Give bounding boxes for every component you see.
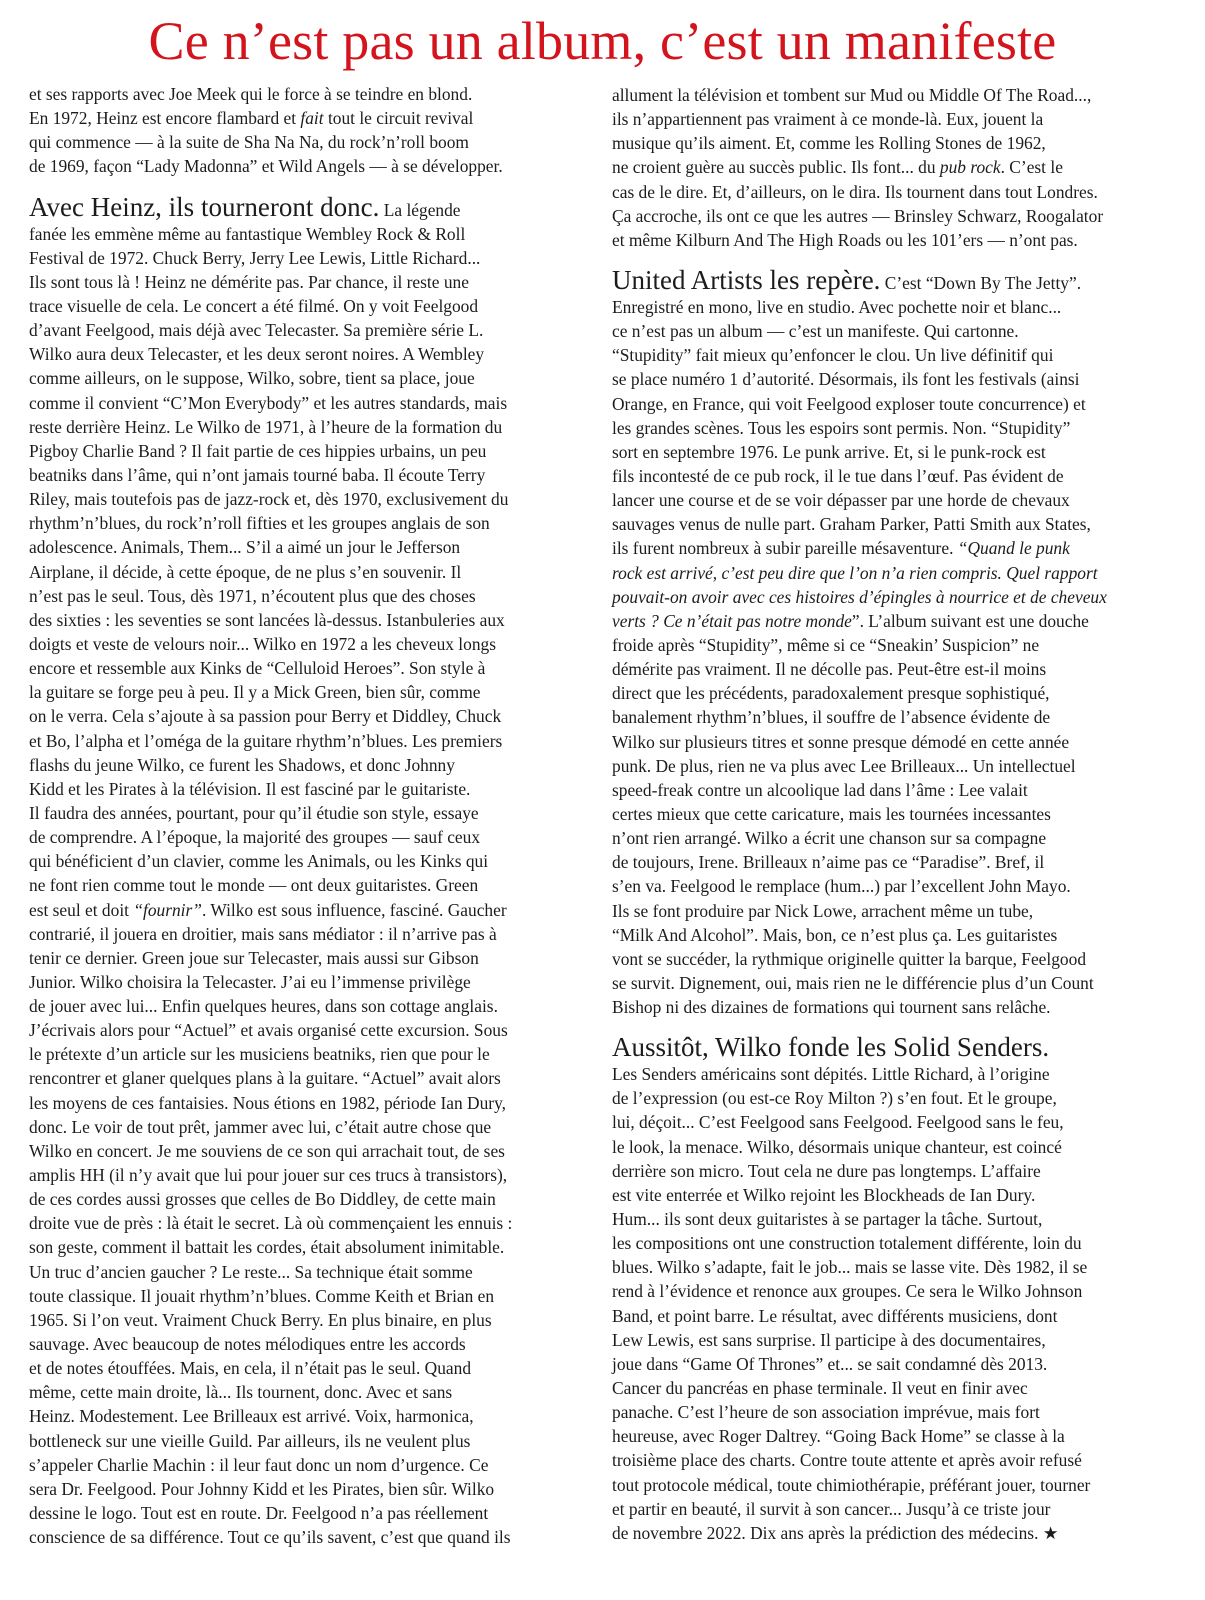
text-line: adolescence. Animals, Them... S’il a aimé un jour le Jefferson: [29, 537, 461, 558]
text-line: blues. Wilko s’adapte, fait le job... mais se lasse vite. Dès 1982, il se: [612, 1257, 1088, 1278]
text-line: banalement rhythm’n’blues, il souffre de l’absence évidente de: [612, 707, 1051, 728]
text-line: Riley, mais toutefois pas de jazz-rock et, dès 1970, exclusivement du: [29, 489, 509, 510]
text-line: Cancer du pancréas en phase terminale. Il veut en finir avec: [612, 1378, 1028, 1399]
left-column: [29, 82, 585, 1549]
section-solid-senders: [612, 1032, 1178, 1545]
text-line: de jouer avec lui... Enfin quelques heures, dans son cottage anglais.: [29, 996, 498, 1017]
text-line: qui bénéficient d’un clavier, comme les Animals, ou les Kinks qui: [29, 851, 489, 872]
text-line: lui, déçoit... C’est Feelgood sans Feelgood. Feelgood sans le feu,: [612, 1112, 1064, 1133]
text-line: ils furent nombreux à subir pareille mésaventure. “Quand le punk: [612, 538, 1070, 559]
text-line: ne font rien comme tout le monde — ont deux guitaristes. Green: [29, 875, 479, 896]
section-heading-line: [612, 265, 1178, 295]
text-line: des sixties : les seventies se sont lancées là-dessus. Istanbuleries aux: [29, 609, 505, 630]
text-line: de 1969, façon “Lady Madonna” et Wild Angels — à se développer.: [29, 156, 503, 177]
text-line: s’en va. Feelgood le remplace (hum...) par l’excellent John Mayo.: [612, 876, 1071, 897]
text-line: “Milk And Alcohol”. Mais, bon, ce n’est plus ça. Les guitaristes: [612, 924, 1058, 945]
text-line: rock est arrivé, c’est peu dire que l’on n’a rien compris. Quel rapport: [612, 562, 1098, 583]
text-line: sort en septembre 1976. Le punk arrive. Et, si le punk-rock est: [612, 441, 1046, 462]
text-line: toute classique. Il jouait rhythm’n’blues. Comme Keith et Brian en: [29, 1285, 495, 1306]
text-line: et de notes étouffées. Mais, en cela, il n’était pas le seul. Quand: [29, 1358, 472, 1379]
text-line: Airplane, il décide, à cette époque, de ne plus s’en souvenir. Il: [29, 561, 462, 582]
section-heading-line: [29, 192, 585, 222]
text-line: sauvages venus de nulle part. Graham Parker, Patti Smith aux States,: [612, 514, 1091, 535]
section-body: [612, 1062, 1178, 1545]
text-line: Pigboy Charlie Band ? Il fait partie de ces hippies urbains, un peu: [29, 440, 487, 461]
text-line: amplis HH (il n’y avait que lui pour jouer sur ces trucs à transistors),: [29, 1165, 508, 1186]
text-line: punk. De plus, rien ne va plus avec Lee Brilleaux... Un intellectuel: [612, 755, 1076, 776]
text-line: même, cette main droite, là... Ils tournent, donc. Avec et sans: [29, 1382, 453, 1403]
text-line: dessine le logo. Tout est en route. Dr. Feelgood n’a pas réellement: [29, 1503, 489, 1524]
text-line: les moyens de ces fantaisies. Nous étions en 1982, période Ian Dury,: [29, 1092, 506, 1113]
text-line: de ces cordes aussi grosses que celles de Bo Diddley, de cette main: [29, 1189, 496, 1210]
text-line: Orange, en France, qui voit Feelgood exploser toute concurrence) et: [612, 393, 1086, 414]
text-line: Festival de 1972. Chuck Berry, Jerry Lee Lewis, Little Richard...: [29, 247, 481, 268]
text-line: tenir ce dernier. Green joue sur Telecaster, mais aussi sur Gibson: [29, 947, 479, 968]
text-line: contrarié, il jouera en droitier, mais sans médiator : il n’arrive pas à: [29, 923, 497, 944]
text-line: J’écrivais alors pour “Actuel” et avais organisé cette excursion. Sous: [29, 1020, 508, 1041]
text-line: beatniks dans l’âme, qui n’ont jamais tourné baba. Il écoute Terry: [29, 464, 486, 485]
text-line: encore et ressemble aux Kinks de “Celluloid Heroes”. Son style à: [29, 658, 486, 679]
text-line: est seul et doit “fournir”. Wilko est sous influence, fasciné. Gaucher: [29, 899, 507, 920]
section-body: [29, 222, 585, 1550]
text-line: droite vue de près : là était le secret. Là où commençaient les ennuis :: [29, 1213, 513, 1234]
text-line: se place numéro 1 d’autorité. Désormais, ils font les festivals (ainsi: [612, 369, 1080, 390]
text-line: Ils sont tous là ! Heinz ne démérite pas. Par chance, il reste une: [29, 271, 469, 292]
text-line: sera Dr. Feelgood. Pour Johnny Kidd et les Pirates, bien sûr. Wilko: [29, 1478, 495, 1499]
text-line: musique qu’ils aiment. Et, comme les Rolling Stones de 1962,: [612, 133, 1046, 154]
text-line: Enregistré en mono, live en studio. Avec pochette noir et blanc...: [612, 296, 1062, 317]
text-line: lancer une course et de se voir dépasser par une horde de chevaux: [612, 490, 1070, 511]
right-column: [612, 83, 1178, 1545]
text-line: Les Senders américains sont dépités. Little Richard, à l’origine: [612, 1064, 1050, 1085]
text-line: speed-freak contre un alcoolique lad dans l’âme : Lee valait: [612, 779, 1028, 800]
text-line: Ça accroche, ils ont ce que les autres — Brinsley Schwarz, Roogalator: [612, 205, 1104, 226]
text-line: de comprendre. A l’époque, la majorité des groupes — sauf ceux: [29, 827, 481, 848]
text-line: Wilko en concert. Je me souviens de ce son qui arrachait tout, de ses: [29, 1140, 505, 1161]
text-line: pouvait-on avoir avec ces histoires d’épingles à nourrice et de cheveux: [612, 586, 1107, 607]
text-line: ils n’appartiennent pas vraiment à ce monde-là. Eux, jouent la: [612, 109, 1044, 130]
text-line: s’appeler Charlie Machin : il leur faut donc un nom d’urgence. Ce: [29, 1454, 489, 1475]
text-line: En 1972, Heinz est encore flambard et fait tout le circuit revival: [29, 108, 474, 129]
text-line: vont se succéder, la rythmique originelle quitter la barque, Feelgood: [612, 948, 1087, 969]
text-line: allument la télévision et tombent sur Mud ou Middle Of The Road...,: [612, 85, 1092, 105]
section-heading-line: [612, 1032, 1178, 1062]
text-line: tout protocole médical, toute chimiothérapie, préférant jouer, tourner: [612, 1474, 1091, 1495]
text-line: le look, la menace. Wilko, désormais unique chanteur, est coincé: [612, 1136, 1062, 1157]
text-line: rencontrer et glaner quelques plans à la guitare. “Actuel” avait alors: [29, 1068, 501, 1089]
text-line: doigts et veste de velours noir... Wilko en 1972 a les cheveux longs: [29, 633, 496, 654]
text-line: ne croient guère au succès public. Ils font... du pub rock. C’est le: [612, 157, 1063, 178]
text-line: la guitare se forge peu à peu. Il y a Mick Green, bien sûr, comme: [29, 682, 481, 703]
text-line: cas de le dire. Et, d’ailleurs, on le dira. Ils tournent dans tout Londres.: [612, 181, 1098, 202]
left-intro-paragraph: [29, 82, 585, 179]
text-line: certes mieux que cette caricature, mais les tournées incessantes: [612, 803, 1051, 824]
text-line: est vite enterrée et Wilko rejoint les Blockheads de Ian Dury.: [612, 1184, 1036, 1205]
text-line: se survit. Dignement, oui, mais rien ne le différencie plus d’un Count: [612, 972, 1094, 993]
text-line: froide après “Stupidity”, même si ce “Sneakin’ Suspicion” ne: [612, 634, 1040, 655]
text-line: rend à l’évidence et renonce aux groupes. Ce sera le Wilko Johnson: [612, 1281, 1083, 1302]
text-line: sauvage. Avec beaucoup de notes mélodiques entre les accords: [29, 1334, 466, 1355]
section-heading-continuation: La légende: [379, 199, 461, 220]
text-line: les grandes scènes. Tous les espoirs sont permis. Non. “Stupidity”: [612, 417, 1071, 438]
section-body: [612, 295, 1178, 1019]
text-line: “Stupidity” fait mieux qu’enfoncer le clou. Un live définitif qui: [612, 345, 1054, 366]
text-line: fanée les emmène même au fantastique Wembley Rock & Roll: [29, 223, 466, 244]
text-line: n’est pas le seul. Tous, dès 1971, n’écoutent plus que des choses: [29, 585, 476, 606]
text-line: de novembre 2022. Dix ans après la prédiction des médecins. ★: [612, 1522, 1059, 1543]
text-line: Ils se font produire par Nick Lowe, arrachent même un tube,: [612, 900, 1034, 921]
text-line: Junior. Wilko choisira la Telecaster. J’ai eu l’immense privilège: [29, 971, 471, 992]
text-line: son geste, comment il battait les cordes, était absolument inimitable.: [29, 1237, 505, 1258]
text-line: d’avant Feelgood, mais déjà avec Telecaster. Sa première série L.: [29, 320, 484, 341]
text-line: rhythm’n’blues, du rock’n’roll fifties et les groupes anglais de son: [29, 513, 490, 534]
text-line: n’ont rien arrangé. Wilko a écrit une chanson sur sa compagne: [612, 828, 1047, 849]
text-line: Heinz. Modestement. Lee Brilleaux est arrivé. Voix, harmonica,: [29, 1406, 474, 1427]
text-line: derrière son micro. Tout cela ne dure pas longtemps. L’affaire: [612, 1160, 1041, 1181]
text-line: Wilko sur plusieurs titres et sonne presque démodé en cette année: [612, 731, 1070, 752]
text-line: heureuse, avec Roger Daltrey. “Going Back Home” se classe à la: [612, 1426, 1065, 1447]
text-line: verts ? Ce n’était pas notre monde”. L’album suivant est une douche: [612, 610, 1089, 631]
text-line: fils incontesté de ce pub rock, il le tue dans l’œuf. Pas évident de: [612, 465, 1064, 486]
right-intro-paragraph: [612, 83, 1178, 252]
article-title: Ce n’est pas un album, c’est un manifeste: [148, 11, 1057, 71]
section-heading: Aussitôt, Wilko fonde les Solid Senders.: [612, 1032, 1050, 1063]
text-line: comme il convient “C’Mon Everybody” et les autres standards, mais: [29, 392, 508, 413]
text-line: panache. C’est l’heure de son association imprévue, mais fort: [612, 1402, 1040, 1423]
text-line: Hum... ils sont deux guitaristes à se partager la tâche. Surtout,: [612, 1209, 1043, 1230]
section-heading: United Artists les repère.: [612, 264, 881, 295]
text-line: le prétexte d’un article sur les musiciens beatniks, rien que pour le: [29, 1044, 490, 1065]
text-line: de l’expression (ou est-ce Roy Milton ?) s’en fout. Et le groupe,: [612, 1088, 1057, 1109]
text-line: et même Kilburn And The High Roads ou les 101’ers — n’ont pas.: [612, 229, 1078, 250]
section-heading-continuation: C’est “Down By The Jetty”.: [880, 272, 1082, 293]
text-line: et partir en beauté, il survit à son cancer... Jusqu’à ce triste jour: [612, 1498, 1051, 1519]
text-line: Kidd et les Pirates à la télévision. Il est fasciné par le guitariste.: [29, 778, 471, 799]
text-line: flashs du jeune Wilko, ce furent les Shadows, et donc Johnny: [29, 754, 455, 775]
text-line: on le verra. Cela s’ajoute à sa passion pour Berry et Diddley, Chuck: [29, 706, 502, 727]
text-line: reste derrière Heinz. Le Wilko de 1971, à l’heure de la formation du: [29, 416, 503, 437]
text-line: trace visuelle de cela. Le concert a été filmé. On y voit Feelgood: [29, 295, 479, 316]
section-heading: Avec Heinz, ils tourneront donc.: [29, 191, 380, 222]
text-line: démérite pas vraiment. Il ne décolle pas. Peut-être est-il moins: [612, 659, 1047, 680]
text-line: comme ailleurs, on le suppose, Wilko, sobre, tient sa place, joue: [29, 368, 475, 389]
text-line: de toujours, Irene. Brilleaux n’aime pas ce “Paradise”. Bref, il: [612, 852, 1045, 873]
text-line: Lew Lewis, est sans surprise. Il participe à des documentaires,: [612, 1329, 1046, 1350]
text-line: Un truc d’ancien gaucher ? Le reste... Sa technique était somme: [29, 1261, 473, 1282]
section-avec-heinz: [29, 192, 585, 1550]
text-line: troisième place des charts. Contre toute attente et après avoir refusé: [612, 1450, 1082, 1471]
text-line: direct que les précédents, paradoxalement presque sophistiqué,: [612, 683, 1050, 704]
text-line: conscience de sa différence. Tout ce qu’ils savent, c’est que quand ils: [29, 1527, 511, 1548]
section-united-artists: [612, 265, 1178, 1019]
text-line: Band, et point barre. Le résultat, avec différents musiciens, dont: [612, 1305, 1058, 1326]
text-line: qui commence — à la suite de Sha Na Na, du rock’n’roll boom: [29, 132, 469, 153]
text-line: 1965. Si l’on veut. Vraiment Chuck Berry. En plus binaire, en plus: [29, 1309, 492, 1330]
text-line: les compositions ont une construction totalement différente, loin du: [612, 1233, 1082, 1254]
text-line: Wilko aura deux Telecaster, et les deux seront noires. A Wembley: [29, 344, 485, 365]
text-line: bottleneck sur une vieille Guild. Par ailleurs, ils ne veulent plus: [29, 1430, 471, 1451]
text-line: Il faudra des années, pourtant, pour qu’il étudie son style, essaye: [29, 802, 479, 823]
text-line: et ses rapports avec Joe Meek qui le force à se teindre en blond.: [29, 84, 473, 104]
text-line: ce n’est pas un album — c’est un manifeste. Qui cartonne.: [612, 321, 1019, 342]
text-line: donc. Le voir de tout prêt, jammer avec lui, c’était autre chose que: [29, 1116, 492, 1137]
text-line: joue dans “Game Of Thrones” et... se sait condamné dès 2013.: [612, 1353, 1048, 1374]
text-line: Bishop ni des dizaines de formations qui tournent sans relâche.: [612, 997, 1051, 1018]
text-line: et Bo, l’alpha et l’oméga de la guitare rhythm’n’blues. Les premiers: [29, 730, 503, 751]
